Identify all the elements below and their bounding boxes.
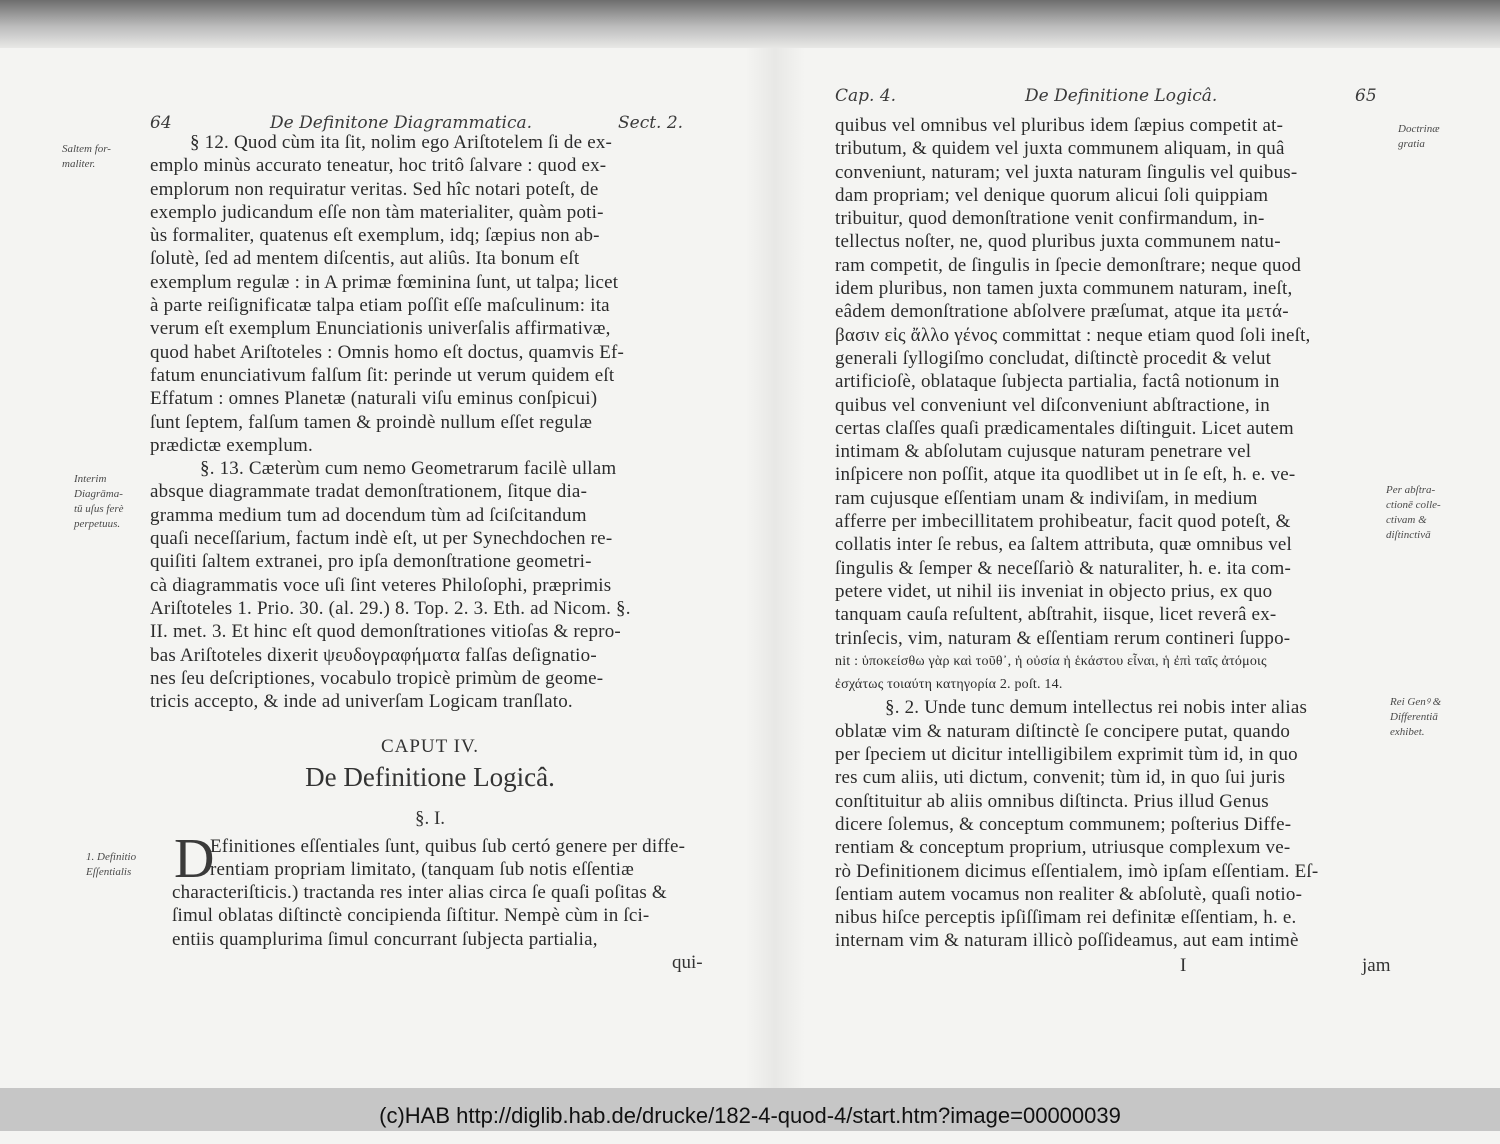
- margin-note: Interim Diagrāma- tū uſus ferè perpetuus.: [74, 473, 124, 530]
- text-line: ſentiam autem vocamus non realiter & abſolutè, quaſi notio-: [835, 883, 1303, 905]
- text-line: à parte reiſignificatæ talpa etiam poſſit eſſe maſculinum: ita: [150, 295, 610, 317]
- margin-note: Rei Genꝰ & Differentiā exhibet.: [1390, 696, 1442, 738]
- chapter-title: De Definitione Logicâ.: [305, 762, 555, 792]
- margin-note: Doctrinæ gratia: [1398, 123, 1440, 150]
- text-line: tricis accepto, & inde ad univerſam Logicam tranſlato.: [150, 691, 573, 713]
- text-line: § 12. Quod cùm ita ſit, nolim ego Ariſtotelem ſi de ex-: [190, 132, 613, 153]
- text-line: intimam & abſolutam cujusque naturam penetrare vel: [835, 441, 1252, 463]
- text-line: res cum aliis, uti dictum, convenit; tùm id, in quo ſui juris: [835, 767, 1286, 789]
- left-bottom-lines: [172, 881, 712, 951]
- margin-note: 1. Definitio Eſſentialis: [86, 851, 137, 878]
- text-line: ram cujusque eſſentiam unam & indiviſam, in medium: [835, 487, 1258, 509]
- text-line: ſimul oblatas diſtinctè concipienda ſiſtitur. Nempè cùm in ſci-: [172, 905, 650, 927]
- left-running-title: De Definitone Diagrammatica.: [270, 113, 533, 133]
- text-line: cà diagrammatis voce uſi ſint veteres Philoſophi, præprimis: [150, 574, 612, 596]
- text-line: fatum enunciativum falſum ſit: perinde ut verum quidem eſt: [150, 364, 615, 386]
- text-line: §. 2. Unde tunc demum intellectus rei nobis inter alias: [885, 697, 1308, 719]
- footer-credit: (c)HAB http://diglib.hab.de/drucke/182-4-quod-4/start.htm?image=00000039: [0, 1088, 1500, 1131]
- text-line: per ſpeciem ut dicitur intelligibilem exprimit tùm id, in quo: [835, 744, 1298, 766]
- right-running-title: De Definitione Logicâ.: [1025, 86, 1218, 106]
- text-line: nit : ὑποκείσθω γὰρ καὶ τοῦθ᾽, ἡ οὐσία ἡ ἑκάστου εἶναι, ἡ ἐπὶ ταῖς ἀτόμοις: [835, 653, 1267, 669]
- text-line: rò Definitionem dicimus eſſentialem, imò ipſam eſſentiam. Eſ-: [835, 860, 1319, 882]
- text-line: verum eſt exemplum Enunciationis univerſalis affirmativæ,: [150, 318, 611, 340]
- text-line: quiſiti ſaltem extranei, pro ipſa demonſtratione geometri-: [150, 551, 592, 573]
- text-line: afferre per imbecillitatem prohibeatur, facit quod poteſt, &: [835, 511, 1291, 533]
- left-section-mark: Sect. 2.: [618, 113, 684, 133]
- text-line: tribuitur, quod demonſtratione venit confirmandum, in-: [835, 208, 1265, 230]
- left-text-block-top: [150, 131, 698, 713]
- right-text-block: [835, 114, 1380, 953]
- text-line: quibus vel omnibus vel pluribus idem ſæpius competit at-: [835, 115, 1284, 136]
- text-line: entiis quamplurima ſimul concurrant ſubjecta partialia,: [172, 928, 598, 950]
- drop-cap: D: [174, 828, 215, 890]
- text-line: oblatæ vim & naturam diſtinctè ſe concipere putat, quando: [835, 720, 1291, 742]
- text-line: ἐσχάτως τοιαύτη κατηγορία 2. poſt. 14.: [835, 677, 1063, 693]
- text-line: idem pluribus, non tamen juxta communem naturam, ineſt,: [835, 278, 1293, 300]
- text-line: quibus vel conveniunt vel diſconveniunt abſtractione, in: [835, 394, 1270, 416]
- text-line: ſingulis & ſemper & neceſſariò & naturaliter, h. e. ita com-: [835, 557, 1292, 579]
- text-line: internam vim & naturam illicò poſſideamus, aut eam intimè: [835, 930, 1299, 952]
- left-catchword: qui-: [672, 952, 703, 973]
- left-bottom-lines-indented: [210, 835, 710, 882]
- chapter-label: CAPUT IV.: [380, 736, 480, 757]
- text-line: conveniunt, naturam; vel juxta naturam ſingulis vel quibus-: [835, 161, 1298, 183]
- text-line: §. 13. Cæterùm cum nemo Geometrarum facilè ullam: [200, 458, 617, 480]
- text-line: nes ſeu deſcriptiones, vocabulo tropicè primùm de geome-: [150, 667, 604, 689]
- text-line: Effatum : omnes Planetæ (naturali viſu eminus conſpicui): [150, 388, 598, 410]
- text-line: Efinitiones eſſentiales ſunt, quibus ſub certó genere per diffe-: [210, 836, 686, 857]
- text-line: exemplum regulæ : in A primæ fœminina ſunt, ut talpa; licet: [150, 271, 619, 293]
- text-line: eâdem demonſtratione abſolvere præſumat, atque ita μετά-: [835, 301, 1289, 323]
- text-line: artificioſè, oblataque ſubjecta partialia, factâ notionum in: [835, 371, 1280, 393]
- text-line: tellectus noſter, ne, quod pluribus juxta communem natu-: [835, 231, 1281, 253]
- right-page: [835, 78, 1380, 953]
- text-line: petere videt, ut nihil iis inveniat in objecto prius, ex quo: [835, 580, 1273, 602]
- text-line: ram competit, de ſingulis in ſpecie demonſtrare; neque quod: [835, 254, 1302, 276]
- text-line: exemplo judicandum eſſe non tàm materialiter, quàm poti-: [150, 201, 604, 223]
- right-page-number: 65: [1355, 86, 1377, 106]
- text-line: inſpicere non poſſit, atque ita quodlibet ut in ſe eſt, h. e. ve-: [835, 464, 1296, 486]
- text-line: tributum, & quidem vel juxta communem aliquam, in quâ: [835, 138, 1285, 160]
- margin-note: Saltem for- maliter.: [62, 143, 111, 170]
- text-line: trinſecis, vim, naturam & eſſentiam rerum contineri ſuppo-: [835, 627, 1291, 649]
- text-line: nibus hiſce perceptis ipſiſſimam rei definitæ eſſentiam, h. e.: [835, 907, 1297, 929]
- text-line: emplorum non requiratur veritas. Sed hîc notari poteſt, de: [150, 178, 599, 200]
- section-heading: §. I.: [414, 808, 446, 829]
- text-line: absque diagrammate tradat demonſtrationem, ſitque dia-: [150, 481, 588, 503]
- left-page-number: 64: [150, 113, 172, 133]
- text-line: generali ſyllogiſmo concludat, diſtinctè procedit & velut: [835, 347, 1272, 369]
- text-line: certas claſſes quaſi prædicamentales diſtinguit. Licet autem: [835, 417, 1294, 439]
- scan-top-edge: [0, 0, 1500, 48]
- right-chapter-ref: Cap. 4.: [835, 86, 897, 106]
- left-running-head: [150, 105, 698, 131]
- text-line: Ariſtoteles 1. Prio. 30. (al. 29.) 8. Top. 2. 3. Eth. ad Nicom. §.: [150, 597, 631, 619]
- left-page: [150, 105, 698, 713]
- book-gutter: [745, 48, 805, 1088]
- text-line: quod habet Ariſtoteles : Omnis homo eſt doctus, quamvis Ef-: [150, 341, 625, 363]
- right-catchword: jam: [1362, 955, 1391, 976]
- text-line: βασιν εἰς ἄλλο γένος committat : neque etiam quod ſoli ineſt,: [835, 324, 1311, 346]
- text-line: conſtituitur ab aliis omnibus diſtincta. Prius illud Genus: [835, 790, 1269, 812]
- text-line: ſunt ſeptem, falſum tamen & proindè nullum eſſet regulæ: [150, 411, 593, 433]
- text-line: dam propriam; vel denique quorum alicui ſoli quippiam: [835, 184, 1269, 206]
- text-line: ùs formaliter, quatenus eſt exemplum, idq; ſæpius non ab-: [150, 225, 600, 247]
- text-line: collatis inter ſe rebus, ea ſaltem attributa, quæ omnibus vel: [835, 534, 1293, 556]
- text-line: gramma medium tum ad docendum tùm ad ſciſcitandum: [150, 504, 587, 526]
- margin-note: Per abſtra- ctionē colle- ctivam & diſtinctivā: [1386, 484, 1441, 541]
- signature-mark: I: [1180, 955, 1187, 976]
- text-line: rentiam & conceptum proprium, utriusque complexum ve-: [835, 837, 1291, 859]
- text-line: prædictæ exemplum.: [150, 434, 313, 456]
- text-line: characteriſticis.) tractanda res inter alias circa ſe quaſi poſitas &: [172, 882, 667, 903]
- text-line: rentiam propriam limitato, (tanquam ſub notis eſſentiæ: [210, 859, 634, 881]
- text-line: quaſi neceſſarium, factum indè eſt, ut per Synechdochen re-: [150, 528, 613, 550]
- text-line: ſolutè, ſed ad mentem diſcentis, aut aliûs. Ita bonum eſt: [150, 248, 580, 270]
- text-line: dicere ſolemus, & conceptum communem; poſterius Diffe-: [835, 813, 1292, 835]
- text-line: emplo minùs accurato teneatur, hoc tritô ſalvare : quod ex-: [150, 155, 607, 177]
- right-running-head: [835, 78, 1380, 104]
- text-line: tanquam cauſa reſultent, abſtrahit, iisque, licet reverâ ex-: [835, 604, 1277, 626]
- text-line: bas Ariſtoteles dixerit ψευδογραφήματα falſas deſignatio-: [150, 644, 597, 666]
- text-line: II. met. 3. Et hinc eſt quod demonſtrationes vitioſas & repro-: [150, 621, 621, 643]
